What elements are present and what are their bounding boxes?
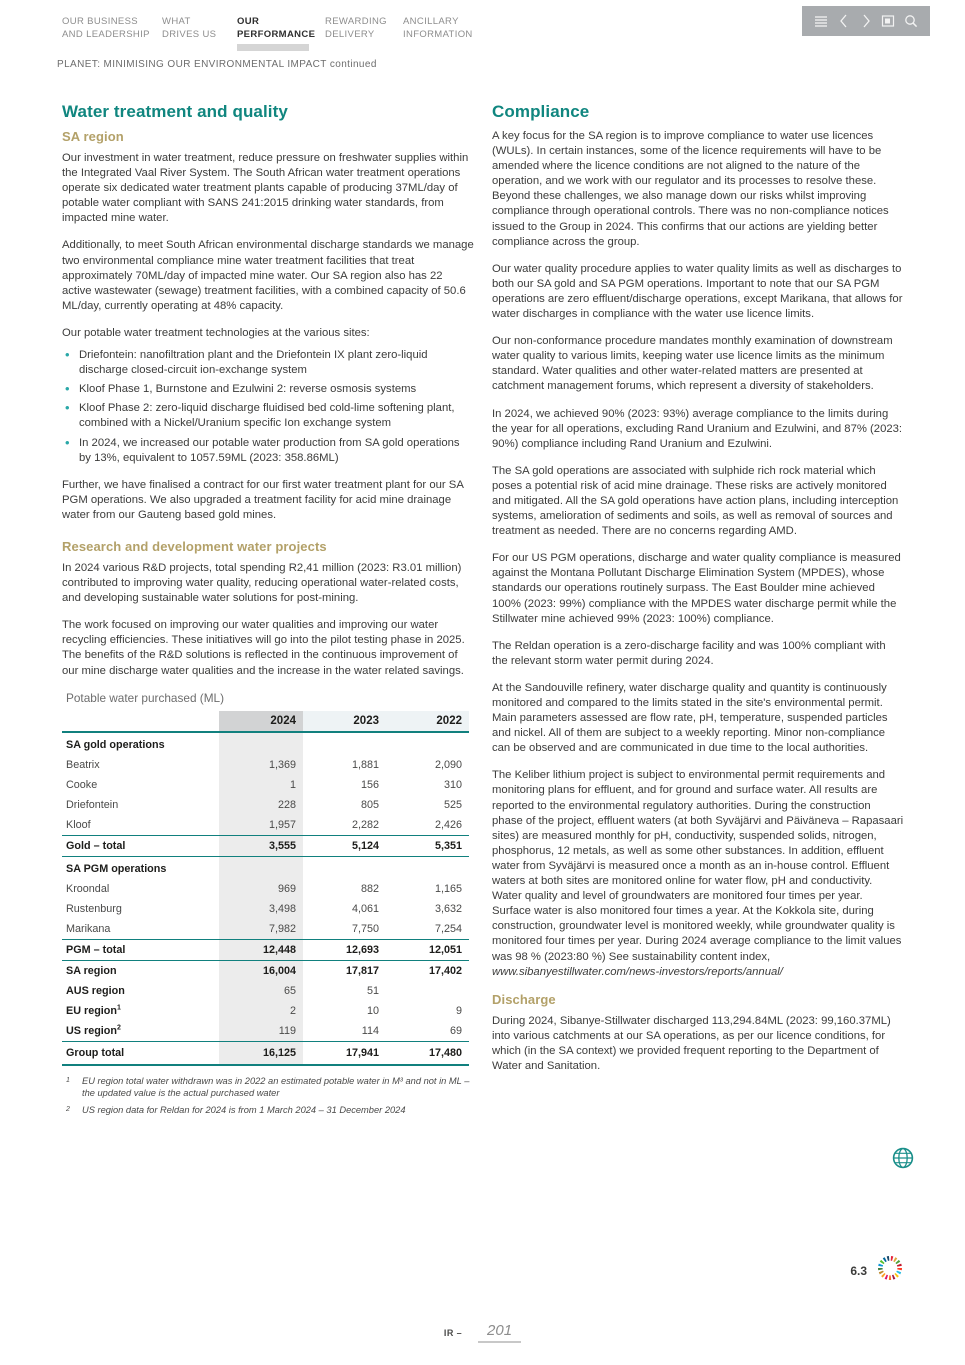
menu-icon[interactable] (813, 13, 829, 29)
table-row-total-gold (62, 835, 469, 856)
nav-tab-line2: DRIVES US (162, 28, 217, 40)
paragraph-technologies-intro: Our potable water treatment technologies at the various sites: (62, 326, 370, 339)
row-label: SA region (62, 960, 219, 981)
footnote (66, 1075, 474, 1099)
row-value-2022: 7,254 (434, 922, 462, 935)
row-value-2022: 2,426 (434, 818, 462, 831)
row-label: Rustenburg (66, 902, 122, 915)
footnote-marker: 1 (66, 1076, 70, 1084)
breadcrumb-text: PLANET: MINIMISING OUR ENVIRONMENTAL IMPACT (57, 59, 330, 70)
row-label: Kroondal (66, 882, 110, 895)
paragraph-pgm-contract: Further, we have finalised a contract for our first water treatment plant for our SA PGM operations. We also upgraded a treatment facility for acid mine drainage water from our Gauteng based gold mines. (62, 478, 464, 521)
paragraph-keliber (492, 768, 904, 979)
row-label-text: US region (66, 1024, 117, 1037)
row-value-2022: 2,090 (434, 758, 462, 771)
nav-tab-line1: OUR BUSINESS (62, 16, 138, 27)
list-item: • In 2024, we increased our potable water production from SA gold operations by 13%, equivalent to 1057.59ML (2023: 358.86ML) (62, 436, 474, 466)
chevron-right-icon[interactable] (858, 13, 874, 29)
row-value-2022: 1,165 (434, 882, 462, 895)
row-value-2024: 16,125 (219, 1041, 303, 1065)
nav-tab-line1: REWARDING (325, 16, 387, 27)
active-tab-indicator (237, 44, 309, 51)
footnote (66, 1104, 474, 1116)
row-label: Group total (62, 1041, 219, 1065)
paragraph-sa-gold-amd: The SA gold operations are associated with sulphide rich rock material which poses a potential risk of acid mine drainage. These risks are actively monitored and mitigated. All the SA gold operations have action plans, including interception systems, amelioration of sediments and soils, as well as removal of sources and treatment as needed. There are no concerns regarding AMD. (492, 464, 899, 538)
table-row (62, 732, 469, 755)
row-value-2024: 119 (219, 1021, 303, 1042)
row-value-2022 (386, 981, 469, 1001)
nav-tab-our-business-and-leadership[interactable] (62, 16, 162, 51)
chevron-left-icon[interactable] (836, 13, 852, 29)
keliber-link[interactable]: www.sibanyestillwater.com/news-investors/reports/annual/ (492, 965, 783, 978)
sdg-reference (850, 1254, 904, 1287)
table-row-us-region (62, 1021, 469, 1042)
row-value-2024: 7,982 (219, 919, 303, 940)
paragraph-rd-spending: In 2024 various R&D projects, total spending R2,41 million (2023: R3.01 million) contributed to improving water quality, reducing operational water-related costs, and developing sustainable water solutions for post-mining. (62, 561, 462, 605)
row-value-2022 (386, 856, 469, 879)
table-row-total-pgm (62, 939, 469, 960)
row-label: Marikana (66, 922, 111, 935)
paragraph-wul-focus: A key focus for the SA region is to improve compliance to water use licences (WULs). In certain instances, some of the licence requirements will have to be amended where the licence conditions are not aligned to the nature of the operation, and we work with our regulator and its processes to resolve these. Beyond these challenges, we also manage down our risks whilst improving compliance through operational controls. There was no non-compliance notices issued to the Group in 2024. This confirms that our actions are yielding better compliance across the group. (492, 130, 889, 248)
row-label (62, 1001, 219, 1021)
breadcrumb-continued: continued (329, 59, 377, 70)
row-value-2023: 156 (360, 778, 379, 791)
row-value-2022: 3,632 (434, 902, 462, 915)
left-column (62, 102, 474, 1121)
nav-tab-line1: ANCILLARY (403, 16, 459, 27)
row-value-2024: 12,448 (219, 939, 303, 960)
table-row-aus-region (62, 981, 469, 1001)
breadcrumb (57, 59, 377, 70)
row-label: Kloof (66, 818, 91, 831)
nav-tabs (62, 16, 493, 51)
viewer-toolbar (802, 6, 930, 36)
table-header-row (62, 711, 469, 732)
row-value-2022: 17,480 (386, 1041, 469, 1065)
row-value-2024 (219, 732, 303, 755)
row-value-2023: 2,282 (351, 818, 379, 831)
paragraph-sandouville: At the Sandouville refinery, water discharge quality and quantity is continuously monitored and compared to the limits stated in the site's environmental permit. Main parameters assessed are flow rate, pH, temperature, suspended particles and nickel. All of them are subject to a weekly reporting. Minor non-compliance can be observed and are communicated in due time to the local authorities. (492, 681, 888, 755)
table-row (62, 815, 469, 836)
row-value-2024: 969 (219, 879, 303, 899)
row-value-2024: 228 (219, 795, 303, 815)
table-row (62, 775, 469, 795)
row-value-2022: 525 (443, 798, 462, 811)
row-value-2022: 69 (449, 1024, 462, 1037)
nav-tab-line2: DELIVERY (325, 28, 375, 40)
row-label: Driefontein (66, 798, 119, 811)
row-value-2023: 1,881 (351, 758, 379, 771)
nav-tab-line2: AND LEADERSHIP (62, 28, 150, 40)
nav-tab-our-performance[interactable] (237, 16, 325, 51)
row-label: SA PGM operations (66, 862, 167, 875)
paragraph-reldan: The Reldan operation is a zero-discharge facility and was 100% compliant with the relevant storm water permit during 2024. (492, 639, 886, 667)
nav-tab-rewarding-delivery[interactable] (325, 16, 403, 51)
page-view-icon[interactable] (880, 13, 896, 29)
nav-tab-line2: PERFORMANCE (237, 28, 316, 40)
table-footnotes (66, 1075, 474, 1116)
subheading-research-development: Research and development water projects (62, 538, 327, 554)
footer-label: IR – (443, 1327, 463, 1338)
globe-icon[interactable] (892, 1156, 914, 1173)
page-number: 201 (478, 1322, 521, 1343)
row-value-2023: 10 (366, 1004, 379, 1017)
globe-link-wrapper[interactable] (892, 1147, 914, 1174)
row-value-2023: 805 (360, 798, 379, 811)
nav-tab-line1: WHAT (162, 16, 191, 27)
row-value-2023 (303, 856, 386, 879)
row-value-2022: 9 (455, 1004, 462, 1017)
list-item: • Kloof Phase 2: zero-liquid discharge fluidised bed cold-lime softening plant, combined with a Nickel/Uranium specific Ion exchange system (62, 401, 474, 431)
table-row-group-total (62, 1041, 469, 1065)
row-value-2022: 5,351 (386, 835, 469, 856)
row-value-2024: 1,369 (219, 755, 303, 775)
row-value-2023: 114 (361, 1024, 379, 1037)
paragraph-compliance-percentages: In 2024, we achieved 90% (2023: 93%) average compliance to the limits during the year for all operations, excluding Rand Uranium and Ezulwini, and 87% (2023: 90%) compliance including Rand Uranium and Ezulwini. (492, 407, 903, 450)
table-title: Potable water purchased (ML) (66, 690, 225, 705)
sdg-number: 6.3 (850, 1263, 867, 1278)
nav-tab-what-drives-us[interactable] (162, 16, 237, 51)
table-row (62, 856, 469, 879)
row-label: Beatrix (66, 758, 100, 771)
row-value-2023: 51 (366, 984, 379, 997)
table-row-eu-region (62, 1001, 469, 1021)
row-value-2023 (303, 732, 386, 755)
paragraph-non-conformance: Our non-conformance procedure mandates monthly examination of downstream water quality to various limits, keeping water use licence limits as the minimum standard. Water qualities and other water-related matters are presented at catchment management forums, which represent a diversity of stakeholders. (492, 335, 893, 393)
nav-tab-ancillary-information[interactable] (403, 16, 493, 51)
technology-bullet-list (62, 348, 474, 466)
search-icon[interactable] (903, 13, 919, 29)
row-value-2023: 7,750 (351, 922, 379, 935)
row-value-2022 (386, 732, 469, 755)
section-heading-compliance: Compliance (492, 102, 590, 121)
list-item: • Kloof Phase 1, Burnstone and Ezulwini 2: reverse osmosis systems (62, 382, 474, 397)
footnote-marker: 2 (66, 1105, 70, 1113)
row-value-2022: 17,402 (386, 960, 469, 981)
row-value-2023: 5,124 (303, 835, 386, 856)
row-value-2024: 2 (219, 1001, 303, 1021)
page-footer (0, 1322, 965, 1343)
row-value-2023: 12,693 (303, 939, 386, 960)
row-label: AUS region (66, 984, 125, 997)
sdg-wheel-icon (876, 1254, 904, 1287)
nav-tab-line1: OUR (237, 16, 260, 27)
table-header-2022: 2022 (386, 711, 469, 732)
footnote-ref: 2 (117, 1024, 121, 1032)
table-row (62, 899, 469, 919)
section-heading-water-treatment: Water treatment and quality (62, 102, 288, 121)
row-value-2024: 65 (219, 981, 303, 1001)
table-header-blank (62, 711, 219, 732)
paragraph-discharge: During 2024, Sibanye-Stillwater discharged 113,294.84ML (2023: 99,160.37ML) into various catchments at our SA operations, as per our licence conditions, for which (in the SA context) we provided frequent reporting to the Department of Water and Sanitation. (492, 1014, 891, 1072)
table-row-sa-region (62, 960, 469, 981)
row-label (62, 1021, 219, 1042)
keliber-text: The Keliber lithium project is subject to environmental permit requirements and monitoring plans for effluent, and for ground and surface water. All results are reported to the environmental regulatory authorities. During the construction phase of the project, effluent waters (at both Syväjärvi and Päiväneva – Rapasaari sites) are measured monthly for pH, conductivity, suspended solids, nitrogen, phosphorus, 12 metals, as well as some other substances. In addition, effluent water from Syväjärvi is measured once a month as an in-house control. Effluent waters at both sites are monitored online for water flow, pH and conductivity. Water quality and level of groundwaters are monitored four times per year. Surface water is also monitored four times a year. At the Kokkola site, during construction, groundwater level is monitored weekly, while groundwater quality is monitored four times per year. During 2024 average compliance to the limit values was 98 % (2023:80 %) See sustainability content index, (492, 769, 904, 963)
footnote-text: US region data for Reldan for 2024 is from 1 March 2024 – 31 December 2024 (82, 1104, 406, 1115)
paragraph-sa-investment: Our investment in water treatment, reduce pressure on freshwater supplies within the Integrated Vaal River System. The South African water treatment operations operate six dedicated water treatment plants capable of producing 37ML/day of potable water compliant with SANS 241:2015 drinking water standards, from impacted mine water. (62, 152, 469, 225)
row-label: SA gold operations (66, 738, 165, 751)
paragraph-us-pgm-mpdes: For our US PGM operations, discharge and water quality compliance is measured against the Montana Pollutant Discharge Elimination System (MPDES), whose standards our operations routinely surpass. The East Boulder mine achieved 100% (2023: 99%) compliance with the MPDES water discharge permit while the Stillwater mine achieved 99% (2023: 100%) compliance. (492, 552, 901, 625)
table-row (62, 755, 469, 775)
subheading-sa-region: SA region (62, 129, 124, 144)
nav-tab-line2: INFORMATION (403, 28, 473, 40)
row-value-2023: 17,817 (303, 960, 386, 981)
subheading-discharge: Discharge (492, 991, 556, 1007)
top-navigation (0, 0, 965, 84)
right-column (492, 102, 904, 1278)
row-value-2024: 3,555 (219, 835, 303, 856)
potable-water-purchased-table (62, 711, 469, 1066)
row-value-2023: 882 (360, 882, 379, 895)
paragraph-sa-discharge-standards: Additionally, to meet South African environmental discharge standards we manage two environmental compliance mine water treatment facilities that treat approximately 70ML/day of impacted mine water. Our SA region also has 22 active wastewater (sewage) treatment facilities, with a combined capacity of 50.6 ML/day, currently operating at 48% capacity. (62, 239, 474, 312)
row-value-2022: 310 (443, 778, 462, 791)
list-item: • Driefontein: nanofiltration plant and the Driefontein IX plant zero-liquid discharge closed-circuit ion-exchange system (62, 348, 474, 378)
paragraph-rd-focus: The work focused on improving our water qualities and improving our water recycling efficiencies. These initiatives will go into the pilot testing phase in 2025. The benefits of the R&D solutions is reflected in the continuous improvement of our mine discharge water qualities and the increase in the water related savings. (62, 619, 465, 677)
row-label-text: EU region (66, 1004, 117, 1017)
row-value-2024: 3,498 (219, 899, 303, 919)
row-value-2023: 17,941 (303, 1041, 386, 1065)
row-label: Gold – total (62, 835, 219, 856)
footnote-ref: 1 (117, 1004, 121, 1012)
row-value-2024: 16,004 (219, 960, 303, 981)
row-value-2024: 1 (219, 775, 303, 795)
row-value-2022: 12,051 (386, 939, 469, 960)
table-header-2023: 2023 (303, 711, 386, 732)
row-value-2024: 1,957 (219, 815, 303, 836)
row-label: PGM – total (62, 939, 219, 960)
footnote-text: EU region total water withdrawn was in 2022 an estimated potable water in M³ and not in ML – the updated value is the actual purchased water (82, 1075, 470, 1098)
paragraph-water-quality-procedure: Our water quality procedure applies to water quality limits as well as discharges to both our SA gold and SA PGM operations. Important to note that our SA PGM operations are zero effluent/discharge operations, except Marikana, that allows for water discharges in compliance with the water use licence limits. (492, 262, 903, 321)
table-row (62, 795, 469, 815)
row-value-2024 (219, 856, 303, 879)
row-value-2023: 4,061 (351, 902, 379, 915)
table-header-2024: 2024 (219, 711, 303, 732)
table-row (62, 919, 469, 940)
table-row (62, 879, 469, 899)
row-label: Cooke (66, 778, 98, 791)
